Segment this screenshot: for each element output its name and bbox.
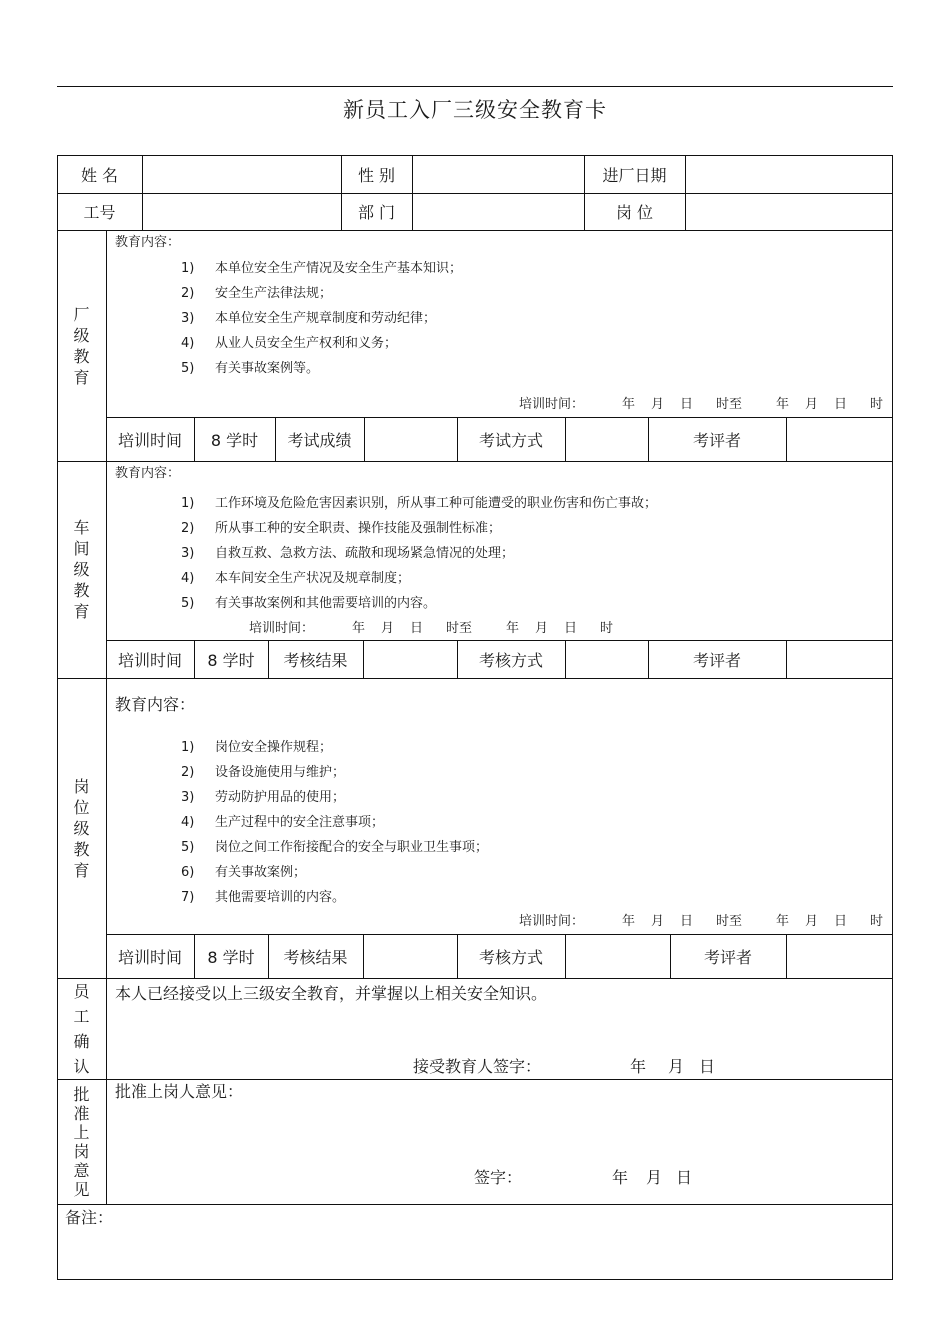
approval-opinion-label: 批准上岗人意见：: [115, 1082, 244, 1101]
list-item-text: 安全生产法律法规；: [215, 286, 333, 301]
factory-time-month2: 月: [805, 397, 819, 412]
side-label-char: 育: [73, 367, 90, 387]
side-label-char: 批: [73, 1084, 90, 1104]
list-item-number: 3): [181, 546, 195, 561]
list-item-text: 从业人员安全生产权利和义务；: [215, 336, 398, 351]
post-time-month1: 月: [651, 914, 665, 929]
post-time-day1: 日: [680, 914, 694, 929]
factory-time-day1: 日: [680, 397, 694, 412]
side-label-char: 确: [73, 1032, 90, 1051]
approval-side-label: [57, 1079, 106, 1204]
list-item-text: 工作环境及危险危害因素识别，所从事工种可能遭受的职业伤害和伤亡事故；: [215, 496, 658, 511]
remarks-label: 备注：: [65, 1208, 114, 1227]
factory-train-time-label: 培训时间: [117, 430, 182, 450]
workshop-time-year1: 年: [352, 621, 366, 636]
post-education-side-label: [57, 678, 106, 978]
workshop-method-field[interactable]: [566, 641, 647, 677]
list-item-number: 2): [181, 765, 195, 780]
workshop-time-day2: 日: [564, 621, 578, 636]
workshop-time-month1: 月: [381, 621, 395, 636]
entry-date-field[interactable]: [686, 156, 892, 192]
list-item: [181, 547, 514, 560]
list-item: [181, 362, 319, 375]
list-item: [181, 816, 384, 829]
list-item: [181, 741, 332, 754]
workshop-method-label: 考核方式: [478, 650, 543, 670]
side-label-char: 厂: [73, 304, 90, 324]
factory-score-label: 考试成绩: [287, 430, 352, 450]
post-content-label: 教育内容：: [115, 695, 196, 714]
side-label-char: 车: [73, 518, 90, 537]
post-examiner-field[interactable]: [787, 935, 892, 977]
side-label-char: 教: [73, 346, 90, 366]
list-item: [181, 866, 306, 879]
side-label-char: 教: [73, 581, 90, 600]
remarks-field[interactable]: [60, 1232, 890, 1276]
list-item-text: 有关事故案例和其他需要培训的内容。: [215, 596, 437, 611]
list-item-number: 3): [181, 790, 195, 805]
workshop-time-day1: 日: [410, 621, 424, 636]
list-item-text: 生产过程中的安全注意事项；: [215, 815, 385, 830]
post-time-to: 时至: [716, 914, 743, 929]
list-item: [181, 262, 462, 275]
list-item: [181, 766, 345, 779]
approval-day: 日: [676, 1168, 693, 1187]
post-examiner-label: 考评者: [703, 947, 752, 967]
factory-hours: 8 学时: [210, 430, 259, 450]
list-item-number: 4): [181, 815, 195, 830]
list-item-text: 设备设施使用与维护；: [215, 765, 346, 780]
list-item-text: 有关事故案例等。: [215, 361, 320, 376]
list-item: [181, 597, 436, 610]
list-item-text: 本车间安全生产状况及规章制度；: [215, 571, 411, 586]
workshop-time-year2: 年: [506, 621, 520, 636]
list-item-number: 1): [181, 496, 195, 511]
list-item: [181, 572, 410, 585]
post-time-year1: 年: [622, 914, 636, 929]
list-item-number: 3): [181, 311, 195, 326]
side-label-char: 级: [73, 560, 90, 579]
list-item-number: 5): [181, 596, 195, 611]
workshop-time-hour2: 时: [600, 621, 614, 636]
list-item-text: 其他需要培训的内容。: [215, 890, 346, 905]
employee-id-field[interactable]: [143, 194, 340, 229]
list-item-number: 4): [181, 336, 195, 351]
entry-date-label: 进厂日期: [602, 165, 667, 185]
employee-confirm-side-label: [57, 980, 106, 1078]
list-item: [181, 312, 436, 325]
side-label-char: 级: [73, 325, 90, 345]
factory-time-label: 培训时间：: [519, 397, 585, 412]
workshop-result-field[interactable]: [364, 641, 456, 677]
list-item: [181, 337, 397, 350]
side-label-char: 教: [73, 839, 90, 859]
workshop-examiner-field[interactable]: [787, 641, 892, 677]
post-result-label: 考核结果: [283, 947, 348, 967]
side-label-char: 准: [73, 1103, 90, 1123]
workshop-time-to: 时至: [446, 621, 473, 636]
post-field[interactable]: [686, 194, 892, 229]
side-label-char: 意: [73, 1160, 90, 1180]
list-item-number: 5): [181, 361, 195, 376]
confirm-month: 月: [668, 1057, 685, 1076]
workshop-education-side-label: [57, 461, 106, 678]
factory-time-to: 时至: [716, 397, 743, 412]
factory-education-side-label: [57, 230, 106, 461]
workshop-time-label: 培训时间：: [249, 621, 315, 636]
factory-time-year1: 年: [622, 397, 636, 412]
side-label-char: 上: [73, 1122, 90, 1142]
employee-id-label: 工号: [83, 203, 116, 222]
approval-year: 年: [612, 1168, 629, 1187]
list-item-text: 所从事工种的安全职责、操作技能及强制性标准；: [215, 521, 502, 536]
list-item-number: 1): [181, 261, 195, 276]
side-label-char: 间: [73, 539, 90, 558]
confirm-day: 日: [699, 1057, 716, 1076]
factory-method-field[interactable]: [566, 418, 647, 460]
post-time-hour2: 时: [870, 914, 884, 929]
confirm-statement: 本人已经接受以上三级安全教育，并掌握以上相关安全知识。: [115, 984, 548, 1003]
workshop-hours: 8 学时: [207, 650, 255, 670]
post-time-label: 培训时间：: [519, 914, 585, 929]
list-item: [181, 287, 332, 300]
list-item-number: 4): [181, 571, 195, 586]
list-item: [181, 497, 657, 510]
side-label-char: 工: [73, 1007, 90, 1026]
post-time-day2: 日: [834, 914, 848, 929]
side-label-char: 育: [73, 602, 90, 621]
factory-examiner-field[interactable]: [787, 418, 892, 460]
workshop-time-month2: 月: [535, 621, 549, 636]
factory-time-day2: 日: [834, 397, 848, 412]
factory-score-field[interactable]: [365, 418, 456, 460]
workshop-train-time-label: 培训时间: [117, 650, 182, 670]
side-label-char: 岗: [73, 1141, 90, 1161]
factory-content-label: 教育内容：: [115, 235, 181, 250]
list-item-number: 6): [181, 865, 195, 880]
side-label-char: 级: [73, 818, 90, 838]
factory-time-hour2: 时: [870, 397, 884, 412]
factory-examiner-label: 考评者: [692, 430, 741, 450]
list-item-text: 岗位安全操作规程；: [215, 740, 333, 755]
workshop-examiner-label: 考评者: [692, 650, 741, 670]
name-field[interactable]: [143, 156, 340, 192]
list-item-text: 劳动防护用品的使用；: [215, 790, 346, 805]
workshop-content-label: 教育内容：: [115, 466, 181, 481]
list-item-number: 2): [181, 286, 195, 301]
top-rule: [57, 86, 893, 87]
approval-sign-label: 签字：: [474, 1168, 523, 1187]
post-time-year2: 年: [776, 914, 790, 929]
list-item-number: 7): [181, 890, 195, 905]
list-item-text: 有关事故案例；: [215, 865, 307, 880]
approval-signature-field[interactable]: [530, 1166, 605, 1188]
post-result-field[interactable]: [364, 935, 456, 977]
side-label-char: 认: [73, 1057, 90, 1076]
side-label-char: 员: [73, 982, 90, 1001]
post-time-month2: 月: [805, 914, 819, 929]
department-field[interactable]: [413, 194, 583, 229]
side-label-char: 育: [73, 860, 90, 880]
side-label-char: 位: [73, 797, 90, 817]
confirm-signature-field[interactable]: [550, 1055, 625, 1077]
post-method-label: 考核方式: [478, 947, 543, 967]
gender-field[interactable]: [413, 156, 583, 192]
workshop-result-label: 考核结果: [283, 650, 348, 670]
list-item-number: 5): [181, 840, 195, 855]
confirm-sign-label: 接受教育人签字：: [413, 1057, 542, 1076]
post-train-time-label: 培训时间: [117, 947, 182, 967]
confirm-year: 年: [630, 1057, 647, 1076]
list-item-number: 2): [181, 521, 195, 536]
list-item-number: 1): [181, 740, 195, 755]
name-label: 姓 名: [80, 165, 119, 185]
list-item-text: 本单位安全生产情况及安全生产基本知识；: [215, 261, 463, 276]
list-item: [181, 891, 345, 904]
list-item: [181, 841, 488, 854]
factory-time-month1: 月: [651, 397, 665, 412]
list-item: [181, 522, 501, 535]
gender-label: 性 别: [357, 165, 396, 185]
document-title: 新员工入厂三级安全教育卡: [343, 98, 607, 122]
list-item-text: 本单位安全生产规章制度和劳动纪律；: [215, 311, 437, 326]
list-item-text: 岗位之间工作衔接配合的安全与职业卫生事项；: [215, 840, 489, 855]
post-label: 岗 位: [615, 203, 654, 222]
list-item-text: 自救互救、急救方法、疏散和现场紧急情况的处理；: [215, 546, 515, 561]
factory-method-label: 考试方式: [478, 430, 543, 450]
approval-opinion-field[interactable]: [115, 1106, 885, 1158]
factory-time-year2: 年: [776, 397, 790, 412]
side-label-char: 见: [73, 1179, 90, 1199]
side-label-char: 岗: [73, 776, 90, 796]
post-hours: 8 学时: [207, 947, 255, 967]
approval-month: 月: [646, 1168, 663, 1187]
post-method-field[interactable]: [566, 935, 669, 977]
department-label: 部 门: [357, 203, 396, 222]
list-item: [181, 791, 345, 804]
